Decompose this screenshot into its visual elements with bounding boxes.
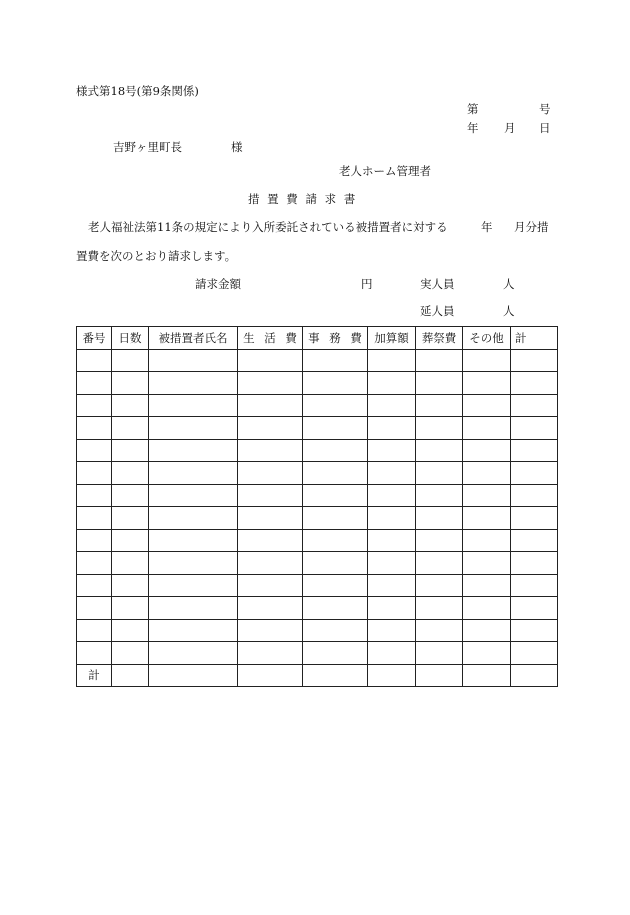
expense-table xyxy=(76,326,558,687)
form-number: 様式第18号(第9条関係) xyxy=(76,84,199,98)
body-year: 年 xyxy=(481,220,493,234)
table-cell[interactable] xyxy=(463,529,511,552)
table-row xyxy=(77,552,558,575)
header-days: 日数 xyxy=(112,327,149,350)
header-living-cost: 生 活 費 xyxy=(238,327,303,350)
table-row xyxy=(77,597,558,620)
table-cell[interactable] xyxy=(149,439,238,462)
table-cell[interactable] xyxy=(238,349,303,372)
table-cell[interactable] xyxy=(238,462,303,485)
table-row xyxy=(77,574,558,597)
table-cell[interactable] xyxy=(303,417,368,440)
actual-persons-label: 実人員 xyxy=(420,277,455,291)
doc-number-suffix: 号 xyxy=(539,102,551,116)
header-name: 被措置者氏名 xyxy=(149,327,238,350)
table-cell[interactable] xyxy=(511,349,558,372)
table-cell[interactable] xyxy=(511,462,558,485)
table-cell[interactable] xyxy=(416,394,463,417)
table-cell[interactable] xyxy=(511,619,558,642)
table-cell[interactable] xyxy=(112,619,149,642)
table-row xyxy=(77,372,558,395)
table-cell[interactable] xyxy=(149,394,238,417)
table-cell[interactable] xyxy=(238,372,303,395)
header-total: 計 xyxy=(511,327,558,350)
header-number: 番号 xyxy=(77,327,112,350)
total-persons-unit: 人 xyxy=(503,304,515,318)
table-cell[interactable] xyxy=(416,529,463,552)
table-cell[interactable] xyxy=(77,439,112,462)
table-cell[interactable] xyxy=(368,349,416,372)
table-cell[interactable] xyxy=(303,462,368,485)
body-line1: 老人福祉法第11条の規定により入所委託されている被措置者に対する xyxy=(88,220,448,234)
table-row xyxy=(77,484,558,507)
table-cell[interactable] xyxy=(511,484,558,507)
body-month-suffix: 月分措 xyxy=(514,220,549,234)
table-cell[interactable] xyxy=(368,552,416,575)
table-cell[interactable] xyxy=(238,439,303,462)
header-addition: 加算額 xyxy=(368,327,416,350)
table-cell[interactable] xyxy=(416,642,463,665)
total-cell[interactable] xyxy=(463,664,511,687)
table-row xyxy=(77,619,558,642)
table-cell[interactable] xyxy=(238,507,303,530)
table-cell[interactable] xyxy=(416,417,463,440)
table-cell[interactable] xyxy=(149,574,238,597)
total-cell[interactable] xyxy=(149,664,238,687)
table-cell[interactable] xyxy=(238,484,303,507)
table-cell[interactable] xyxy=(238,619,303,642)
table-cell[interactable] xyxy=(416,349,463,372)
table-cell[interactable] xyxy=(238,574,303,597)
table-cell[interactable] xyxy=(112,574,149,597)
table-row xyxy=(77,642,558,665)
total-cell[interactable] xyxy=(303,664,368,687)
table-cell[interactable] xyxy=(463,507,511,530)
table-cell[interactable] xyxy=(463,462,511,485)
doc-number-prefix: 第 xyxy=(467,102,479,116)
table-cell[interactable] xyxy=(463,642,511,665)
actual-persons-unit: 人 xyxy=(503,277,515,291)
table-cell[interactable] xyxy=(77,507,112,530)
header-funeral-cost: 葬祭費 xyxy=(416,327,463,350)
table-cell[interactable] xyxy=(112,372,149,395)
header-other: その他 xyxy=(463,327,511,350)
table-row xyxy=(77,394,558,417)
table-cell[interactable] xyxy=(77,552,112,575)
table-cell[interactable] xyxy=(149,372,238,395)
table-cell[interactable] xyxy=(112,597,149,620)
table-cell[interactable] xyxy=(303,439,368,462)
table-cell[interactable] xyxy=(238,597,303,620)
table-cell[interactable] xyxy=(149,642,238,665)
table-cell[interactable] xyxy=(368,462,416,485)
table-cell[interactable] xyxy=(303,484,368,507)
table-cell[interactable] xyxy=(112,642,149,665)
table-cell[interactable] xyxy=(112,507,149,530)
table-cell[interactable] xyxy=(511,574,558,597)
table-cell[interactable] xyxy=(77,372,112,395)
table-cell[interactable] xyxy=(303,372,368,395)
table-cell[interactable] xyxy=(112,349,149,372)
table-cell[interactable] xyxy=(77,529,112,552)
table-cell[interactable] xyxy=(511,597,558,620)
table-cell[interactable] xyxy=(463,372,511,395)
table-cell[interactable] xyxy=(416,574,463,597)
table-cell[interactable] xyxy=(149,462,238,485)
table-cell[interactable] xyxy=(238,552,303,575)
table-cell[interactable] xyxy=(303,394,368,417)
table-cell[interactable] xyxy=(149,597,238,620)
table-cell[interactable] xyxy=(463,574,511,597)
table-cell[interactable] xyxy=(112,529,149,552)
table-cell[interactable] xyxy=(303,574,368,597)
table-cell[interactable] xyxy=(463,394,511,417)
table-cell[interactable] xyxy=(77,394,112,417)
table-row xyxy=(77,439,558,462)
table-total-row xyxy=(77,664,558,687)
header-admin-cost: 事 務 費 xyxy=(303,327,368,350)
table-cell[interactable] xyxy=(303,597,368,620)
table-cell[interactable] xyxy=(149,417,238,440)
table-cell[interactable] xyxy=(77,349,112,372)
table-cell[interactable] xyxy=(416,462,463,485)
table-cell[interactable] xyxy=(112,552,149,575)
date-year: 年 xyxy=(467,121,479,135)
table-cell[interactable] xyxy=(149,484,238,507)
table-cell[interactable] xyxy=(416,484,463,507)
total-cell[interactable] xyxy=(511,664,558,687)
table-cell[interactable] xyxy=(463,417,511,440)
document-title: 措 置 費 請 求 書 xyxy=(248,192,356,206)
date-month: 月 xyxy=(504,121,516,135)
table-cell[interactable] xyxy=(511,529,558,552)
table-cell[interactable] xyxy=(368,529,416,552)
table-cell[interactable] xyxy=(368,597,416,620)
table-cell[interactable] xyxy=(368,372,416,395)
table-cell[interactable] xyxy=(112,439,149,462)
amount-label: 請求金額 xyxy=(195,277,241,291)
table-cell[interactable] xyxy=(416,507,463,530)
table-cell[interactable] xyxy=(463,484,511,507)
table-cell[interactable] xyxy=(511,372,558,395)
table-cell[interactable] xyxy=(511,439,558,462)
table-cell[interactable] xyxy=(416,372,463,395)
table-cell[interactable] xyxy=(77,642,112,665)
table-cell[interactable] xyxy=(416,619,463,642)
table-cell[interactable] xyxy=(368,507,416,530)
addressee-honorific: 様 xyxy=(231,140,243,154)
table-cell[interactable] xyxy=(149,349,238,372)
table-cell[interactable] xyxy=(149,619,238,642)
total-cell[interactable] xyxy=(238,664,303,687)
table-cell[interactable] xyxy=(368,394,416,417)
table-cell[interactable] xyxy=(511,417,558,440)
table-cell[interactable] xyxy=(149,552,238,575)
table-body xyxy=(77,349,558,687)
table-row xyxy=(77,462,558,485)
table-cell[interactable] xyxy=(368,619,416,642)
table-cell[interactable] xyxy=(77,574,112,597)
table-cell[interactable] xyxy=(368,642,416,665)
total-persons-label: 延人員 xyxy=(420,304,455,318)
table-cell[interactable] xyxy=(238,529,303,552)
table-cell[interactable] xyxy=(238,417,303,440)
table-cell[interactable] xyxy=(463,349,511,372)
table-cell[interactable] xyxy=(149,529,238,552)
table-cell[interactable] xyxy=(416,552,463,575)
total-cell[interactable] xyxy=(368,664,416,687)
table-cell[interactable] xyxy=(368,417,416,440)
table-row xyxy=(77,507,558,530)
table-cell[interactable] xyxy=(303,642,368,665)
table-header-row xyxy=(77,327,558,350)
amount-unit: 円 xyxy=(361,277,373,291)
table-cell[interactable] xyxy=(368,574,416,597)
table-cell[interactable] xyxy=(112,394,149,417)
table-cell[interactable] xyxy=(112,417,149,440)
total-label: 計 xyxy=(77,664,112,687)
table-cell[interactable] xyxy=(463,619,511,642)
table-cell[interactable] xyxy=(511,507,558,530)
table-cell[interactable] xyxy=(511,394,558,417)
table-cell[interactable] xyxy=(77,484,112,507)
table-cell[interactable] xyxy=(77,597,112,620)
table-cell[interactable] xyxy=(416,439,463,462)
table-cell[interactable] xyxy=(238,394,303,417)
table-cell[interactable] xyxy=(368,484,416,507)
total-cell[interactable] xyxy=(416,664,463,687)
sender: 老人ホーム管理者 xyxy=(339,164,431,178)
table-cell[interactable] xyxy=(463,439,511,462)
table-cell[interactable] xyxy=(303,507,368,530)
table-cell[interactable] xyxy=(463,597,511,620)
table-row xyxy=(77,417,558,440)
date-day: 日 xyxy=(539,121,551,135)
table-cell[interactable] xyxy=(368,439,416,462)
body-line2: 置費を次のとおり請求します。 xyxy=(76,249,237,263)
table-cell[interactable] xyxy=(303,619,368,642)
table-cell[interactable] xyxy=(112,484,149,507)
table-cell[interactable] xyxy=(303,529,368,552)
table-cell[interactable] xyxy=(77,462,112,485)
table-cell[interactable] xyxy=(511,642,558,665)
table-cell[interactable] xyxy=(77,619,112,642)
table-cell[interactable] xyxy=(303,349,368,372)
table-cell[interactable] xyxy=(416,597,463,620)
table-row xyxy=(77,349,558,372)
table-cell[interactable] xyxy=(238,642,303,665)
table-cell[interactable] xyxy=(77,417,112,440)
addressee-name: 吉野ヶ里町長 xyxy=(113,140,182,154)
total-cell[interactable] xyxy=(112,664,149,687)
table-cell[interactable] xyxy=(149,507,238,530)
table-cell[interactable] xyxy=(511,552,558,575)
table-cell[interactable] xyxy=(112,462,149,485)
table-cell[interactable] xyxy=(463,552,511,575)
table-cell[interactable] xyxy=(303,552,368,575)
table-row xyxy=(77,529,558,552)
